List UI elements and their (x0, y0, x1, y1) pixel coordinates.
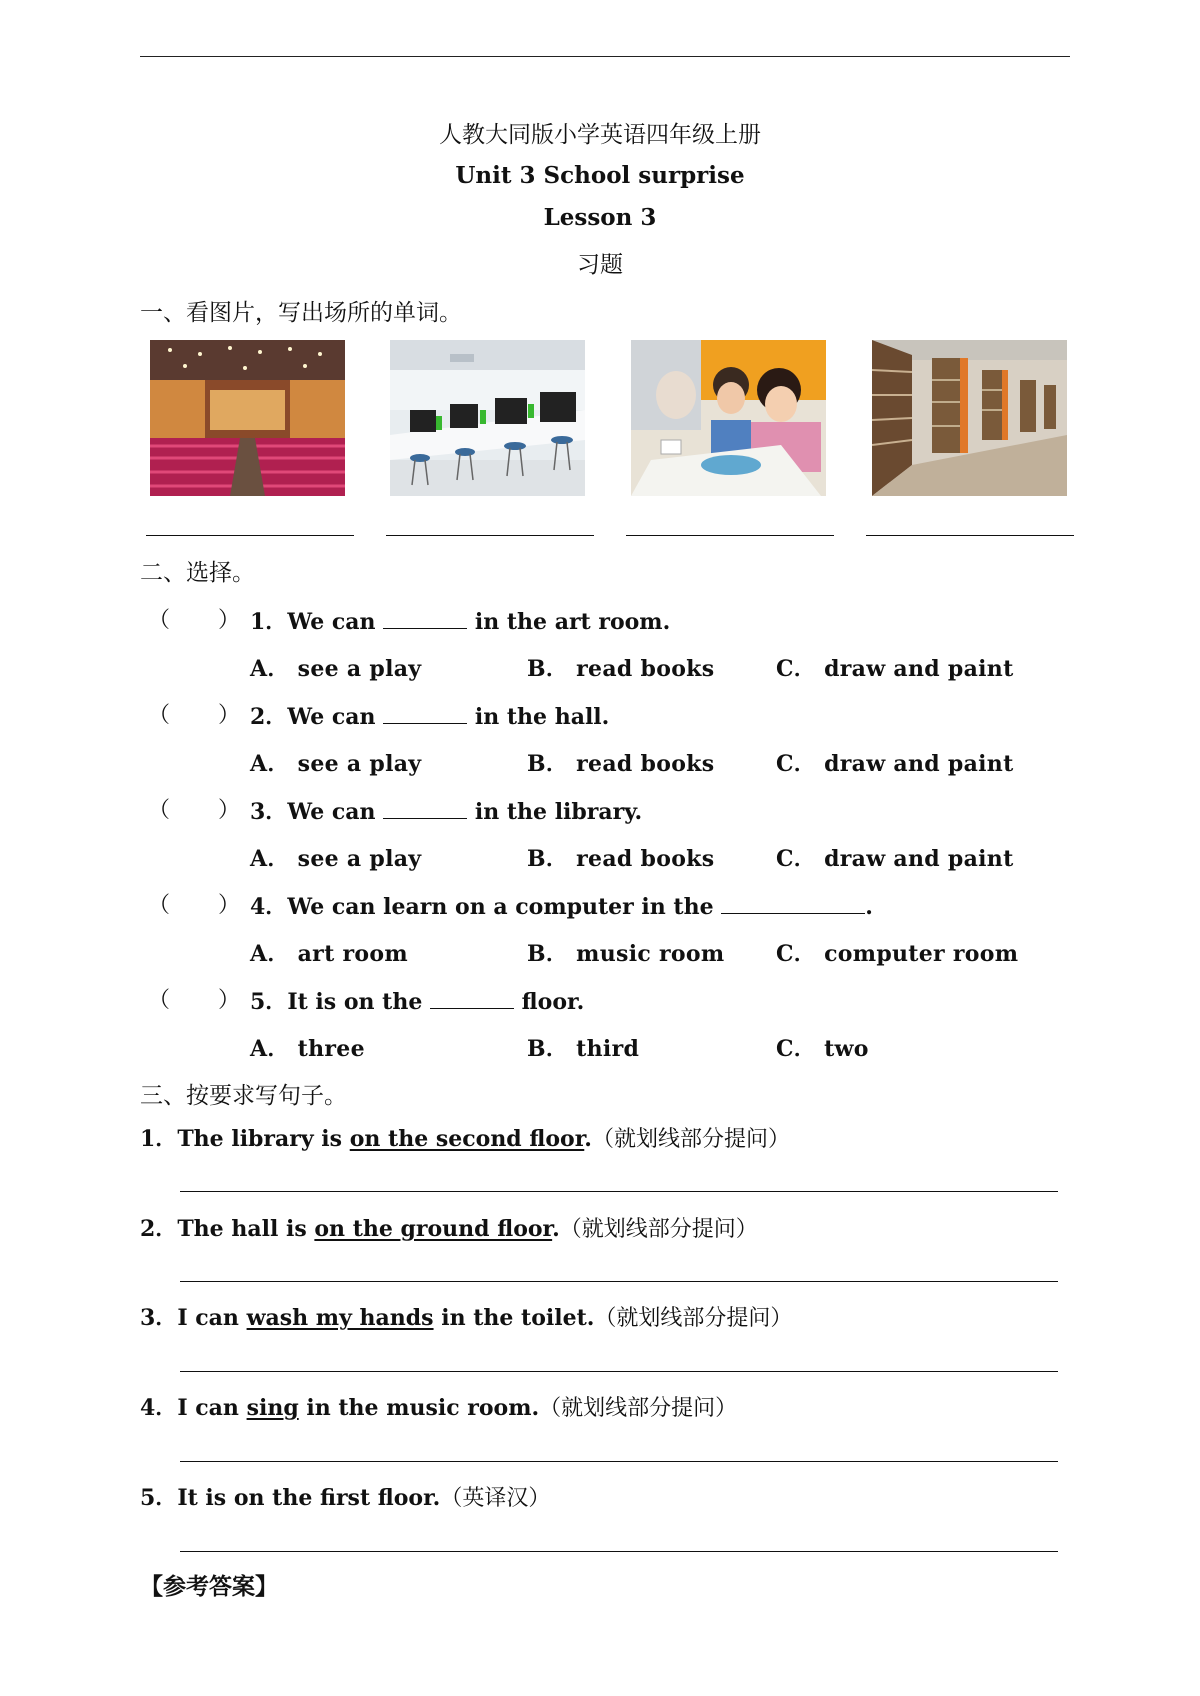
underlined-part: wash my hands (246, 1305, 434, 1331)
write-line-3[interactable] (180, 1371, 1058, 1372)
art-room-photo (631, 340, 826, 496)
option-a[interactable]: A． art room (250, 941, 408, 967)
section2-heading: 二、选择。 (140, 560, 255, 586)
section1-heading: 一、看图片，写出场所的单词。 (140, 300, 462, 326)
title-cn: 人教大同版小学英语四年级上册 (439, 122, 761, 148)
lesson-title: Lesson 3 (543, 204, 657, 231)
paren-close: ） (218, 703, 241, 728)
option-c[interactable]: C． draw and paint (776, 656, 1014, 682)
unit-title: Unit 3 School surprise (455, 162, 745, 189)
underlined-part: on the second floor (349, 1126, 585, 1152)
fill-blank[interactable] (383, 610, 467, 629)
paren-close: ） (218, 988, 241, 1013)
option-a[interactable]: A． see a play (250, 846, 422, 872)
computer-room-photo (390, 340, 585, 496)
fill-blank[interactable] (383, 705, 467, 724)
option-a[interactable]: A． see a play (250, 751, 422, 777)
question-2: 2．We can in the hall. (250, 704, 610, 730)
option-a[interactable]: A． see a play (250, 656, 422, 682)
option-c[interactable]: C． draw and paint (776, 751, 1014, 777)
section3-heading: 三、按要求写句子。 (140, 1083, 347, 1109)
paren-open: （ (148, 798, 171, 823)
top-rule (140, 56, 1070, 57)
option-b[interactable]: B． read books (527, 751, 715, 777)
underlined-part: sing (246, 1395, 299, 1421)
sentence-4: 4．I can sing in the music room.（就划线部分提问） (140, 1395, 738, 1421)
paren-close: ） (218, 798, 241, 823)
write-line-2[interactable] (180, 1281, 1058, 1282)
paren-open: （ (148, 893, 171, 918)
sentence-5: 5．It is on the first floor.（英译汉） (140, 1485, 551, 1511)
sentence-1: 1．The library is on the second floor.（就划线部分提问） (140, 1126, 790, 1152)
question-5: 5．It is on the floor. (250, 989, 585, 1015)
fill-blank[interactable] (430, 990, 514, 1009)
sentence-3: 3．I can wash my hands in the toilet.（就划线部分提问） (140, 1305, 793, 1331)
option-b[interactable]: B． read books (527, 656, 715, 682)
write-line-4[interactable] (180, 1461, 1058, 1462)
paren-close: ） (218, 608, 241, 633)
fill-blank[interactable] (721, 895, 865, 914)
option-a[interactable]: A． three (250, 1036, 365, 1062)
answer-heading: 【参考答案】 (140, 1573, 278, 1600)
question-3: 3．We can in the library. (250, 799, 643, 825)
paren-open: （ (148, 703, 171, 728)
option-c[interactable]: C． computer room (776, 941, 1019, 967)
option-b[interactable]: B． music room (527, 941, 725, 967)
exercise-subtitle: 习题 (577, 252, 623, 278)
hall-photo (150, 340, 345, 496)
library-photo (872, 340, 1067, 496)
paren-open: （ (148, 988, 171, 1013)
question-4: 4．We can learn on a computer in the . (250, 894, 873, 920)
fill-blank[interactable] (383, 800, 467, 819)
paren-close: ） (218, 893, 241, 918)
option-b[interactable]: B． third (527, 1036, 640, 1062)
option-b[interactable]: B． read books (527, 846, 715, 872)
answer-blank-2[interactable] (386, 535, 594, 536)
write-line-1[interactable] (180, 1191, 1058, 1192)
underlined-part: on the ground floor (314, 1216, 553, 1242)
question-1: 1．We can in the art room. (250, 609, 671, 635)
option-c[interactable]: C． draw and paint (776, 846, 1014, 872)
answer-blank-1[interactable] (146, 535, 354, 536)
write-line-5[interactable] (180, 1551, 1058, 1552)
answer-blank-3[interactable] (626, 535, 834, 536)
sentence-2: 2．The hall is on the ground floor.（就划线部分提问） (140, 1216, 758, 1242)
answer-blank-4[interactable] (866, 535, 1074, 536)
paren-open: （ (148, 608, 171, 633)
option-c[interactable]: C． two (776, 1036, 869, 1062)
